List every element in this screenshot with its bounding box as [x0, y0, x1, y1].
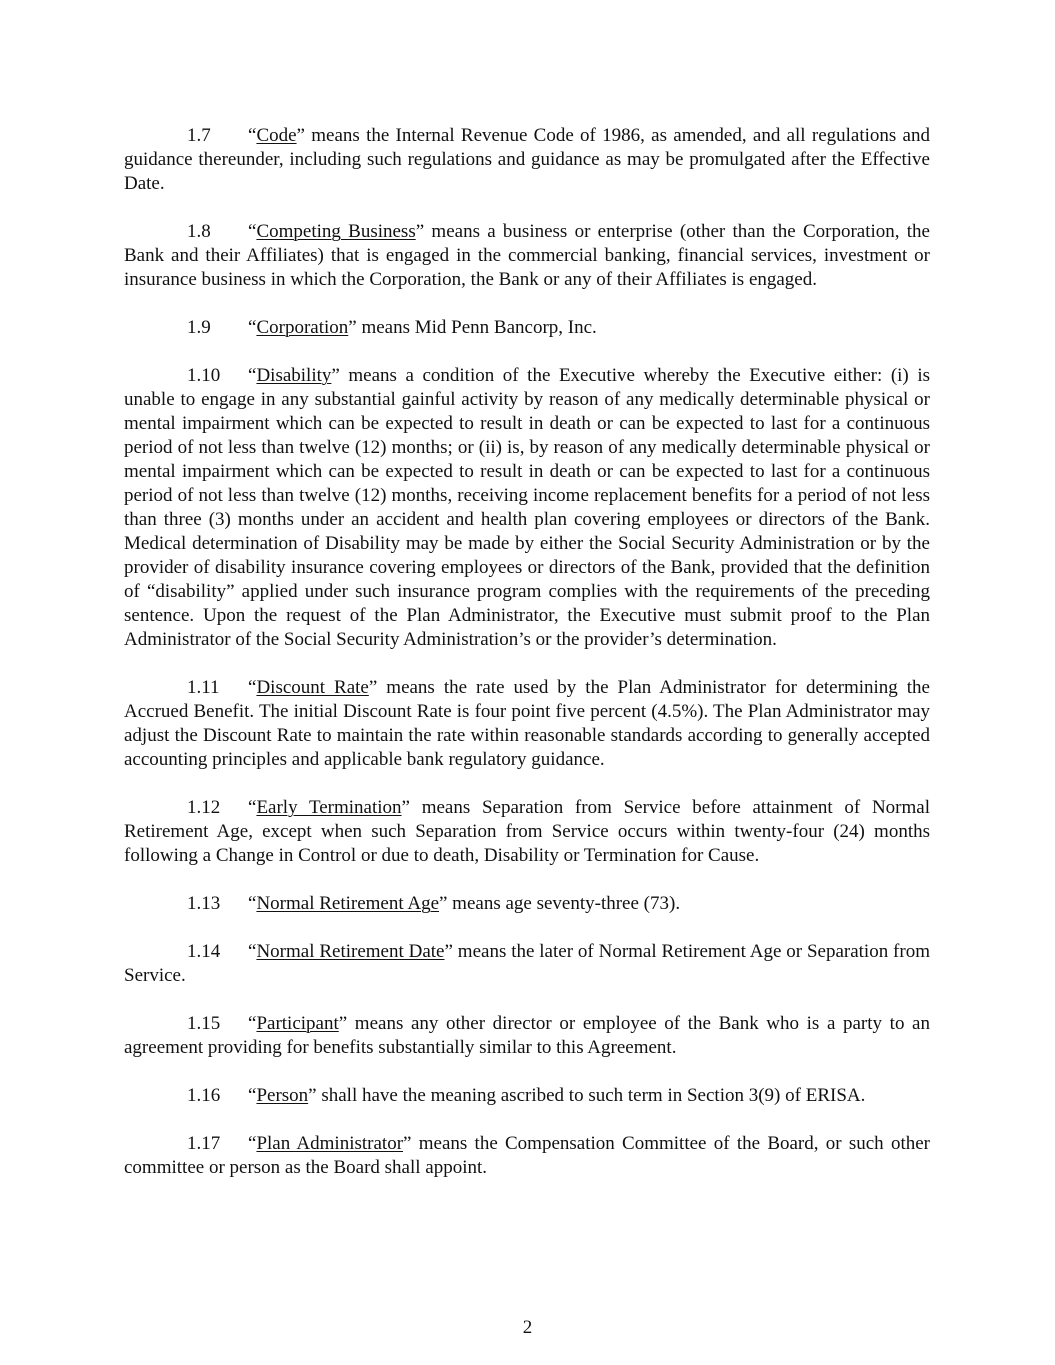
definition-paragraph [124, 892, 930, 916]
definition-text: ” means the rate used by the Plan Administrator for determining the Accrued Benefit. The initial Discount Rate is four point five percent (4.5%). The Plan Administrator may adjust the Discount Rate to maintain the rate within reasonable standards according to generally accepted accounting principles and applicable bank regulatory guidance. [124, 677, 930, 770]
definition-paragraph [124, 316, 930, 340]
definition-paragraph [124, 1084, 930, 1108]
open-quote: “ [248, 125, 257, 146]
defined-term: Normal Retirement Date [256, 941, 445, 962]
definition-paragraph [124, 1132, 930, 1180]
defined-term: Discount Rate [256, 677, 369, 698]
definition-paragraph [124, 796, 930, 868]
defined-term: Normal Retirement Age [256, 893, 439, 914]
definition-paragraph [124, 220, 930, 292]
defined-term: Competing Business [256, 221, 416, 242]
defined-term: Early Termination [256, 797, 402, 818]
definition-text: ” means the Compensation Committee of the Board, or such other committee or person as the Board shall appoint. [124, 1133, 930, 1178]
section-number: 1.15 [187, 1013, 221, 1034]
open-quote: “ [248, 1085, 257, 1106]
section-number: 1.17 [187, 1133, 221, 1154]
document-body [124, 124, 930, 1204]
open-quote: “ [248, 365, 257, 386]
section-number: 1.14 [187, 941, 221, 962]
definition-text: ” means Mid Penn Bancorp, Inc. [348, 317, 597, 338]
open-quote: “ [248, 221, 257, 242]
section-number: 1.16 [187, 1085, 221, 1106]
defined-term: Plan Administrator [256, 1133, 404, 1154]
definition-paragraph [124, 124, 930, 196]
open-quote: “ [248, 1133, 257, 1154]
section-number: 1.12 [187, 797, 221, 818]
defined-term: Participant [256, 1013, 339, 1034]
defined-term: Disability [256, 365, 332, 386]
open-quote: “ [248, 317, 257, 338]
defined-term: Person [256, 1085, 309, 1106]
section-number: 1.13 [187, 893, 221, 914]
open-quote: “ [248, 797, 257, 818]
definition-text: ” means the Internal Revenue Code of 1986, as amended, and all regulations and guidance thereunder, including such regulations and guidance as may be promulgated after the Effective Date. [124, 125, 930, 194]
open-quote: “ [248, 893, 257, 914]
open-quote: “ [248, 677, 257, 698]
section-number: 1.7 [187, 125, 211, 146]
definition-text: ” means Separation from Service before attainment of Normal Retirement Age, except when such Separation from Service occurs within twenty-four (24) months following a Change in Control or due to death, Disability or Termination for Cause. [124, 797, 930, 866]
definition-text: ” means a condition of the Executive whereby the Executive either: (i) is unable to engage in any substantial gainful activity by reason of any medically determinable physical or mental impairment which can be expected to result in death or can be expected to last for a continuous period of not less than twelve (12) months; or (ii) is, by reason of any medically determinable physical or mental impairment which can be expected to result in death or can be expected to last for a continuous period of not less than twelve (12) months, receiving income replacement benefits for a period of not less than three (3) months under an accident and health plan covering employees or directors of the Bank. Medical determination of Disability may be made by either the Social Security Administration or by the provider of disability insurance covering employees or directors of the Bank, provided that the definition of “disability” applied under such insurance program complies with the requirements of the preceding sentence. Upon the request of the Plan Administrator, the Executive must submit proof to the Plan Administrator of the Social Security Administration’s or the provider’s determination. [124, 365, 930, 650]
definition-paragraph [124, 1012, 930, 1060]
definition-text: ” means a business or enterprise (other than the Corporation, the Bank and their Affiliates) that is engaged in the commercial banking, financial services, investment or insurance business in which the Corporation, the Bank or any of their Affiliates is engaged. [124, 221, 930, 290]
section-number: 1.10 [187, 365, 221, 386]
definition-text: ” shall have the meaning ascribed to such term in Section 3(9) of ERISA. [308, 1085, 866, 1106]
section-number: 1.9 [187, 317, 211, 338]
open-quote: “ [248, 941, 257, 962]
definition-paragraph [124, 940, 930, 988]
defined-term: Corporation [256, 317, 349, 338]
defined-term: Code [256, 125, 297, 146]
section-number: 1.11 [187, 677, 220, 698]
section-number: 1.8 [187, 221, 211, 242]
definition-paragraph [124, 676, 930, 772]
definition-text: ” means age seventy-three (73). [439, 893, 681, 914]
definition-text: ” means the later of Normal Retirement Age or Separation from Service. [124, 941, 930, 986]
definition-text: ” means any other director or employee of the Bank who is a party to an agreement providing for benefits substantially similar to this Agreement. [124, 1013, 930, 1058]
open-quote: “ [248, 1013, 257, 1034]
page-number: 2 [522, 1317, 533, 1338]
definition-paragraph [124, 364, 930, 652]
